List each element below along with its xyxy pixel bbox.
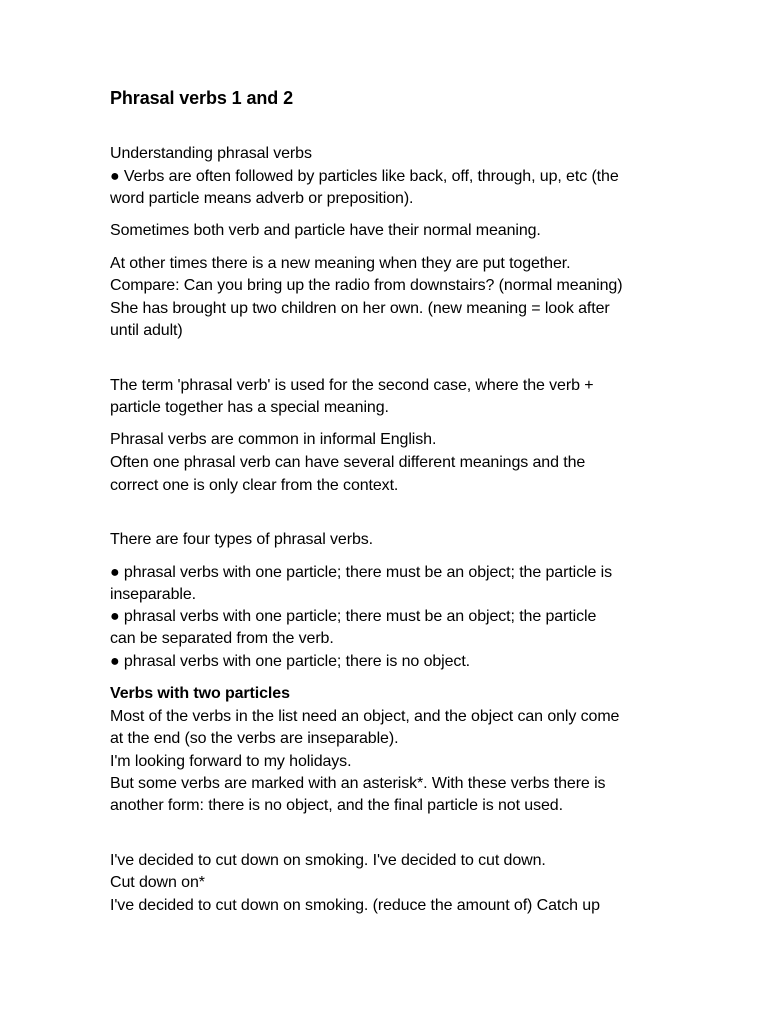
text-line: another form: there is no object, and the final particle is not used. — [110, 797, 563, 814]
text-line: Sometimes both verb and particle have their normal meaning. — [110, 222, 541, 239]
text-line: But some verbs are marked with an asterisk*. With these verbs there is — [110, 775, 606, 792]
text-line: Cut down on* — [110, 874, 205, 891]
text-line: Often one phrasal verb can have several different meanings and the — [110, 454, 586, 471]
text-line: Understanding phrasal verbs — [110, 145, 312, 162]
bullet-line: ● phrasal verbs with one particle; there must be an object; the particle is — [110, 564, 612, 581]
text-line: word particle means adverb or preposition). — [110, 190, 414, 207]
text-line: Most of the verbs in the list need an object, and the object can only come — [110, 708, 620, 725]
text-line: until adult) — [110, 322, 183, 339]
text-line: inseparable. — [110, 586, 196, 603]
text-line: correct one is only clear from the context. — [110, 477, 399, 494]
text-line: She has brought up two children on her own. (new meaning = look after — [110, 300, 610, 317]
text-line: There are four types of phrasal verbs. — [110, 531, 373, 548]
bullet-line: ● Verbs are often followed by particles like back, off, through, up, etc (the — [110, 168, 619, 185]
text-line: Phrasal verbs are common in informal English. — [110, 431, 437, 448]
text-line: Compare: Can you bring up the radio from downstairs? (normal meaning) — [110, 277, 623, 294]
text-line: at the end (so the verbs are inseparable). — [110, 730, 399, 747]
text-line: I've decided to cut down on smoking. (reduce the amount of) Catch up — [110, 897, 600, 914]
text-line: particle together has a special meaning. — [110, 399, 389, 416]
page-title: Phrasal verbs 1 and 2 — [110, 88, 293, 108]
section-heading: Verbs with two particles — [110, 685, 290, 702]
text-line: can be separated from the verb. — [110, 630, 334, 647]
text-line: I'm looking forward to my holidays. — [110, 753, 352, 770]
text-line: I've decided to cut down on smoking. I've decided to cut down. — [110, 852, 546, 869]
text-line: At other times there is a new meaning when they are put together. — [110, 255, 571, 272]
text-line: The term 'phrasal verb' is used for the second case, where the verb + — [110, 377, 594, 394]
bullet-line: ● phrasal verbs with one particle; there is no object. — [110, 653, 471, 670]
bullet-line: ● phrasal verbs with one particle; there must be an object; the particle — [110, 608, 597, 625]
